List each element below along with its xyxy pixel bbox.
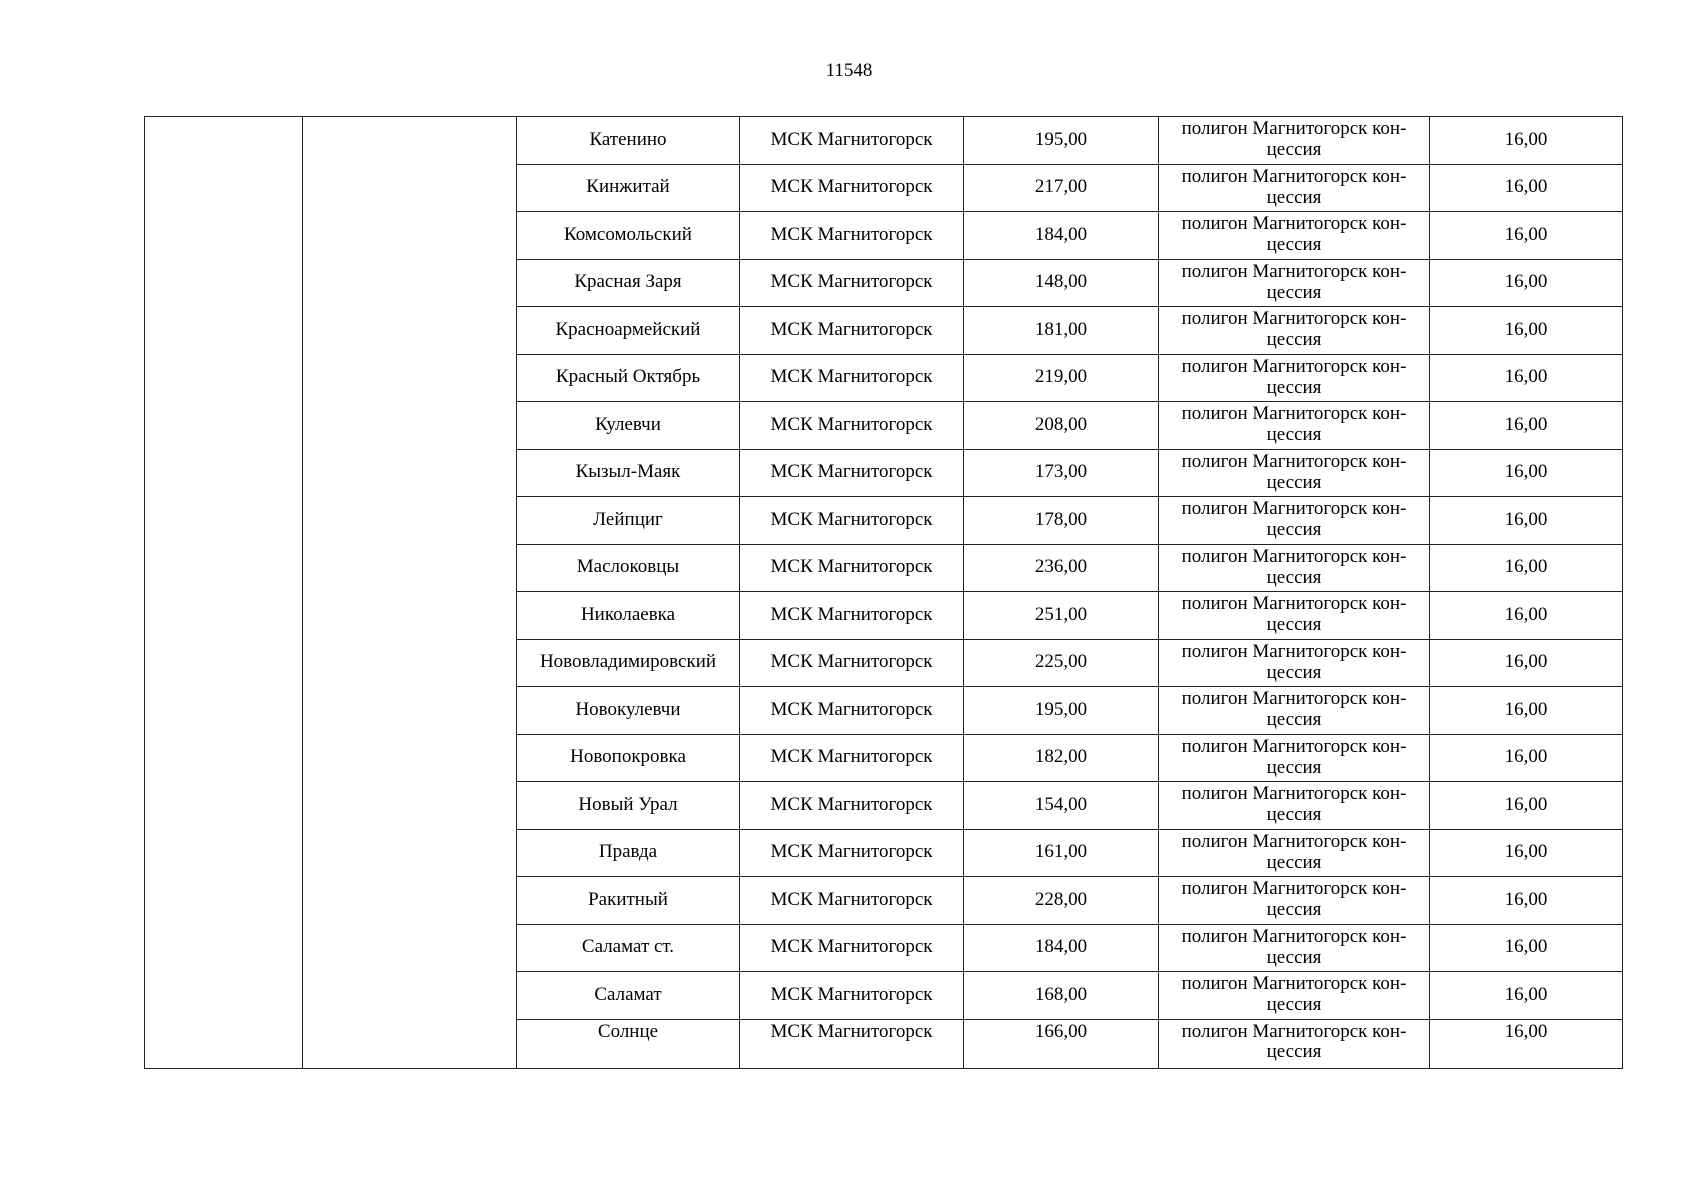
tariff-cell: 16,00 <box>1430 544 1623 592</box>
distance-cell: 236,00 <box>964 544 1159 592</box>
settlement-cell: Красная Заря <box>517 259 740 307</box>
destination-line-1: полигон Магнитогорск кон- <box>1181 118 1407 140</box>
source-cell: МСК Магнитогорск <box>740 402 964 450</box>
tariff-cell: 16,00 <box>1430 497 1623 545</box>
destination-line-2: цессия <box>1266 281 1322 303</box>
distance-cell: 217,00 <box>964 164 1159 212</box>
destination-cell <box>1159 117 1430 165</box>
table-body <box>145 117 1623 1069</box>
source-cell: МСК Магнитогорск <box>740 877 964 925</box>
destination-cell <box>1159 402 1430 450</box>
destination-line-1: полигон Магнитогорск кон- <box>1181 593 1407 615</box>
source-cell: МСК Магнитогорск <box>740 164 964 212</box>
settlement-cell: Николаевка <box>517 592 740 640</box>
destination-line-2: цессия <box>1266 851 1322 873</box>
distance-cell: 148,00 <box>964 259 1159 307</box>
destination-line-2: цессия <box>1266 804 1322 826</box>
distance-cell: 161,00 <box>964 829 1159 877</box>
destination-line-1: полигон Магнитогорск кон- <box>1181 213 1407 235</box>
source-cell: МСК Магнитогорск <box>740 782 964 830</box>
tariff-cell: 16,00 <box>1430 117 1623 165</box>
distance-cell: 228,00 <box>964 877 1159 925</box>
settlement-cell: Красноармейский <box>517 307 740 355</box>
settlement-cell: Солнце <box>517 1019 740 1069</box>
destination-line-1: полигон Магнитогорск кон- <box>1181 640 1407 662</box>
destination-cell <box>1159 877 1430 925</box>
destination-cell <box>1159 592 1430 640</box>
tariff-cell: 16,00 <box>1430 734 1623 782</box>
destination-line-2: цессия <box>1266 519 1322 541</box>
destination-line-2: цессия <box>1266 376 1322 398</box>
source-cell: МСК Магнитогорск <box>740 544 964 592</box>
destination-line-2: цессия <box>1266 471 1322 493</box>
destination-cell <box>1159 924 1430 972</box>
destination-line-2: цессия <box>1266 661 1322 683</box>
distance-cell: 195,00 <box>964 117 1159 165</box>
settlement-cell: Новопокровка <box>517 734 740 782</box>
tariff-cell: 16,00 <box>1430 639 1623 687</box>
destination-line-1: полигон Магнитогорск кон- <box>1181 498 1407 520</box>
settlement-cell: Комсомольский <box>517 212 740 260</box>
tariff-cell: 16,00 <box>1430 687 1623 735</box>
source-cell: МСК Магнитогорск <box>740 307 964 355</box>
tariff-cell: 16,00 <box>1430 1019 1623 1069</box>
source-cell: МСК Магнитогорск <box>740 117 964 165</box>
source-cell: МСК Магнитогорск <box>740 924 964 972</box>
source-cell: МСК Магнитогорск <box>740 592 964 640</box>
destination-cell <box>1159 307 1430 355</box>
destination-line-2: цессия <box>1266 994 1322 1016</box>
source-cell: МСК Магнитогорск <box>740 497 964 545</box>
settlement-cell: Правда <box>517 829 740 877</box>
distance-cell: 178,00 <box>964 497 1159 545</box>
destination-line-2: цессия <box>1266 566 1322 588</box>
destination-cell <box>1159 354 1430 402</box>
destination-cell <box>1159 829 1430 877</box>
merged-empty-cell-1 <box>145 117 303 1069</box>
distance-cell: 181,00 <box>964 307 1159 355</box>
destination-line-2: цессия <box>1266 1041 1322 1063</box>
table-row <box>145 117 1623 165</box>
destination-line-2: цессия <box>1266 234 1322 256</box>
settlement-cell: Нововладимировский <box>517 639 740 687</box>
source-cell: МСК Магнитогорск <box>740 829 964 877</box>
destination-line-1: полигон Магнитогорск кон- <box>1181 165 1407 187</box>
distance-cell: 182,00 <box>964 734 1159 782</box>
destination-cell <box>1159 164 1430 212</box>
source-cell: МСК Магнитогорск <box>740 212 964 260</box>
distance-cell: 251,00 <box>964 592 1159 640</box>
settlement-cell: Новокулевчи <box>517 687 740 735</box>
tariff-cell: 16,00 <box>1430 829 1623 877</box>
distance-cell: 184,00 <box>964 212 1159 260</box>
settlement-cell: Саламат <box>517 972 740 1020</box>
destination-line-2: цессия <box>1266 329 1322 351</box>
destination-line-1: полигон Магнитогорск кон- <box>1181 925 1407 947</box>
destination-cell <box>1159 972 1430 1020</box>
distance-cell: 208,00 <box>964 402 1159 450</box>
destination-line-2: цессия <box>1266 186 1322 208</box>
destination-cell <box>1159 544 1430 592</box>
distance-cell: 184,00 <box>964 924 1159 972</box>
source-cell: МСК Магнитогорск <box>740 734 964 782</box>
destination-line-1: полигон Магнитогорск кон- <box>1181 260 1407 282</box>
destination-line-2: цессия <box>1266 946 1322 968</box>
distance-cell: 168,00 <box>964 972 1159 1020</box>
settlement-cell: Ракитный <box>517 877 740 925</box>
destination-line-2: цессия <box>1266 424 1322 446</box>
destination-cell <box>1159 1019 1430 1069</box>
destination-cell <box>1159 497 1430 545</box>
source-cell: МСК Магнитогорск <box>740 639 964 687</box>
destination-line-2: цессия <box>1266 899 1322 921</box>
distance-cell: 166,00 <box>964 1019 1159 1069</box>
distance-cell: 225,00 <box>964 639 1159 687</box>
destination-line-1: полигон Магнитогорск кон- <box>1181 688 1407 710</box>
destination-line-2: цессия <box>1266 756 1322 778</box>
tariff-cell: 16,00 <box>1430 212 1623 260</box>
page-number: 11548 <box>825 60 873 81</box>
settlement-cell: Саламат ст. <box>517 924 740 972</box>
destination-line-1: полигон Магнитогорск кон- <box>1181 735 1407 757</box>
destination-line-1: полигон Магнитогорск кон- <box>1181 830 1407 852</box>
settlement-cell: Красный Октябрь <box>517 354 740 402</box>
settlement-cell: Катенино <box>517 117 740 165</box>
source-cell: МСК Магнитогорск <box>740 354 964 402</box>
destination-line-1: полигон Магнитогорск кон- <box>1181 403 1407 425</box>
distance-cell: 173,00 <box>964 449 1159 497</box>
settlement-cell: Новый Урал <box>517 782 740 830</box>
destination-cell <box>1159 212 1430 260</box>
tariff-cell: 16,00 <box>1430 164 1623 212</box>
destination-cell <box>1159 782 1430 830</box>
destination-line-1: полигон Магнитогорск кон- <box>1181 783 1407 805</box>
destination-cell <box>1159 734 1430 782</box>
tariff-cell: 16,00 <box>1430 972 1623 1020</box>
tariff-cell: 16,00 <box>1430 877 1623 925</box>
source-cell: МСК Магнитогорск <box>740 259 964 307</box>
tariff-cell: 16,00 <box>1430 354 1623 402</box>
source-cell: МСК Магнитогорск <box>740 449 964 497</box>
tariff-cell: 16,00 <box>1430 402 1623 450</box>
destination-cell <box>1159 449 1430 497</box>
settlement-cell: Маслоковцы <box>517 544 740 592</box>
waste-transport-table <box>144 116 1623 1069</box>
distance-cell: 195,00 <box>964 687 1159 735</box>
destination-cell <box>1159 639 1430 687</box>
destination-line-1: полигон Магнитогорск кон- <box>1181 450 1407 472</box>
destination-line-1: полигон Магнитогорск кон- <box>1181 973 1407 995</box>
destination-line-1: полигон Магнитогорск кон- <box>1181 1020 1407 1042</box>
settlement-cell: Кинжитай <box>517 164 740 212</box>
destination-cell <box>1159 259 1430 307</box>
tariff-cell: 16,00 <box>1430 449 1623 497</box>
destination-line-2: цессия <box>1266 139 1322 161</box>
destination-line-2: цессия <box>1266 709 1322 731</box>
tariff-cell: 16,00 <box>1430 924 1623 972</box>
settlement-cell: Лейпциг <box>517 497 740 545</box>
distance-cell: 154,00 <box>964 782 1159 830</box>
source-cell: МСК Магнитогорск <box>740 972 964 1020</box>
tariff-cell: 16,00 <box>1430 592 1623 640</box>
source-cell: МСК Магнитогорск <box>740 687 964 735</box>
tariff-cell: 16,00 <box>1430 782 1623 830</box>
destination-cell <box>1159 687 1430 735</box>
distance-cell: 219,00 <box>964 354 1159 402</box>
source-cell: МСК Магнитогорск <box>740 1019 964 1069</box>
settlement-cell: Кулевчи <box>517 402 740 450</box>
destination-line-1: полигон Магнитогорск кон- <box>1181 355 1407 377</box>
settlement-cell: Кызыл-Маяк <box>517 449 740 497</box>
destination-line-1: полигон Магнитогорск кон- <box>1181 308 1407 330</box>
destination-line-1: полигон Магнитогорск кон- <box>1181 878 1407 900</box>
tariff-cell: 16,00 <box>1430 259 1623 307</box>
tariff-cell: 16,00 <box>1430 307 1623 355</box>
merged-empty-cell-2 <box>303 117 517 1069</box>
destination-line-1: полигон Магнитогорск кон- <box>1181 545 1407 567</box>
destination-line-2: цессия <box>1266 614 1322 636</box>
